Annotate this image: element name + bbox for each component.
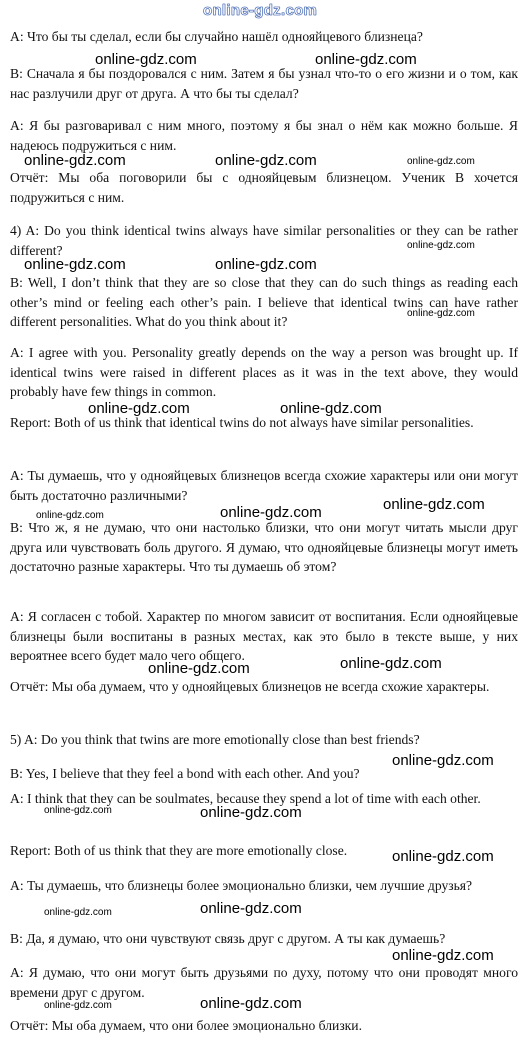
watermark: online-gdz.com <box>24 152 126 169</box>
paragraph: B: Well, I don’t think that they are so close that they can do such things as reading each other’s mind or feeling each other’s pain. I believe that identical twins can have rather different personalities. What do you think about it? <box>10 275 518 329</box>
watermark: online-gdz.com <box>392 752 494 769</box>
paragraph: 4) A: Do you think identical twins always have similar personalities or they can be rather different? <box>10 223 518 258</box>
watermark: online-gdz.com <box>88 400 190 417</box>
watermark: online-gdz.com <box>36 510 104 521</box>
watermark: online-gdz.com <box>215 256 317 273</box>
paragraph: A: I agree with you. Personality greatly depends on the way a person was brought up. If identical twins were raised in different places as it was in the text above, they would probably have few things in common. <box>10 345 518 399</box>
watermark: online-gdz.com <box>200 995 302 1012</box>
watermark-top: online-gdz.com <box>203 2 318 19</box>
paragraph: B: Сначала я бы поздоровался с ним. Затем я бы узнал что-то о его жизни и о том, как нас разлучили друг от друга. А что бы ты сделал? <box>10 66 518 101</box>
paragraph: 5) A: Do you think that twins are more emotionally close than best friends? <box>10 732 420 747</box>
paragraph: Отчёт: Мы оба думаем, что у однояйцевых близнецов не всегда схожие характеры. <box>10 679 490 694</box>
paragraph: A: Что бы ты сделал, если бы случайно нашёл однояйцевого близнеца? <box>10 29 423 44</box>
paragraph: B: Что ж, я не думаю, что они настолько близки, что они могут читать мысли друг друга или чувствовать боль другого. Я думаю, что однояйцевые близнецы могут иметь достаточно разные характеры. Что ты думаешь об этом? <box>10 520 518 574</box>
paragraph: Report: Both of us think that identical twins do not always have similar personalities. <box>10 415 474 430</box>
paragraph: A: Ты думаешь, что у однояйцевых близнецов всегда схожие характеры или они могут быть достаточно различными? <box>10 468 518 503</box>
paragraph: A: Я бы разговаривал с ним много, поэтому я бы знал о нём как можно больше. Я надеюсь подружиться с ним. <box>10 118 518 153</box>
paragraph: A: I think that they can be soulmates, because they spend a lot of time with each other. <box>10 791 481 806</box>
watermark: online-gdz.com <box>44 1000 112 1011</box>
watermark: online-gdz.com <box>407 240 475 251</box>
watermark: online-gdz.com <box>95 51 197 68</box>
watermark: online-gdz.com <box>340 655 442 672</box>
watermark: online-gdz.com <box>407 308 475 319</box>
watermark: online-gdz.com <box>215 152 317 169</box>
watermark: online-gdz.com <box>392 947 494 964</box>
paragraph: A: Ты думаешь, что близнецы более эмоционально близки, чем лучшие друзья? <box>10 878 473 893</box>
watermark: online-gdz.com <box>407 156 475 167</box>
paragraph: B: Да, я думаю, что они чувствуют связь друг с другом. А ты как думаешь? <box>10 931 446 946</box>
watermark: online-gdz.com <box>280 400 382 417</box>
paragraph: Отчёт: Мы оба думаем, что они более эмоционально близки. <box>10 1018 362 1033</box>
paragraph: Report: Both of us think that they are more emotionally close. <box>10 843 348 858</box>
watermark: online-gdz.com <box>220 504 322 521</box>
watermark: online-gdz.com <box>383 496 485 513</box>
paragraph: Отчёт: Мы оба поговорили бы с однояйцевым близнецом. Ученик B хочется подружиться с ним. <box>10 170 518 205</box>
paragraph: A: Я согласен с тобой. Характер по многом зависит от воспитания. Если однояйцевые близнецы были воспитаны в разных местах, как это было в тексте выше, у них вероятнее всего будет мало чего общего. <box>10 609 518 663</box>
watermark: online-gdz.com <box>200 804 302 821</box>
watermark: online-gdz.com <box>200 900 302 917</box>
watermark: online-gdz.com <box>392 848 494 865</box>
paragraph: B: Yes, I believe that they feel a bond with each other. And you? <box>10 766 360 781</box>
paragraph: A: Я думаю, что они могут быть друзьями по духу, потому что они проводят много времени друг с другом. <box>10 965 518 1000</box>
watermark: online-gdz.com <box>315 51 417 68</box>
watermark: online-gdz.com <box>24 256 126 273</box>
watermark: online-gdz.com <box>44 907 112 918</box>
watermark: online-gdz.com <box>148 660 250 677</box>
watermark: online-gdz.com <box>44 805 112 816</box>
